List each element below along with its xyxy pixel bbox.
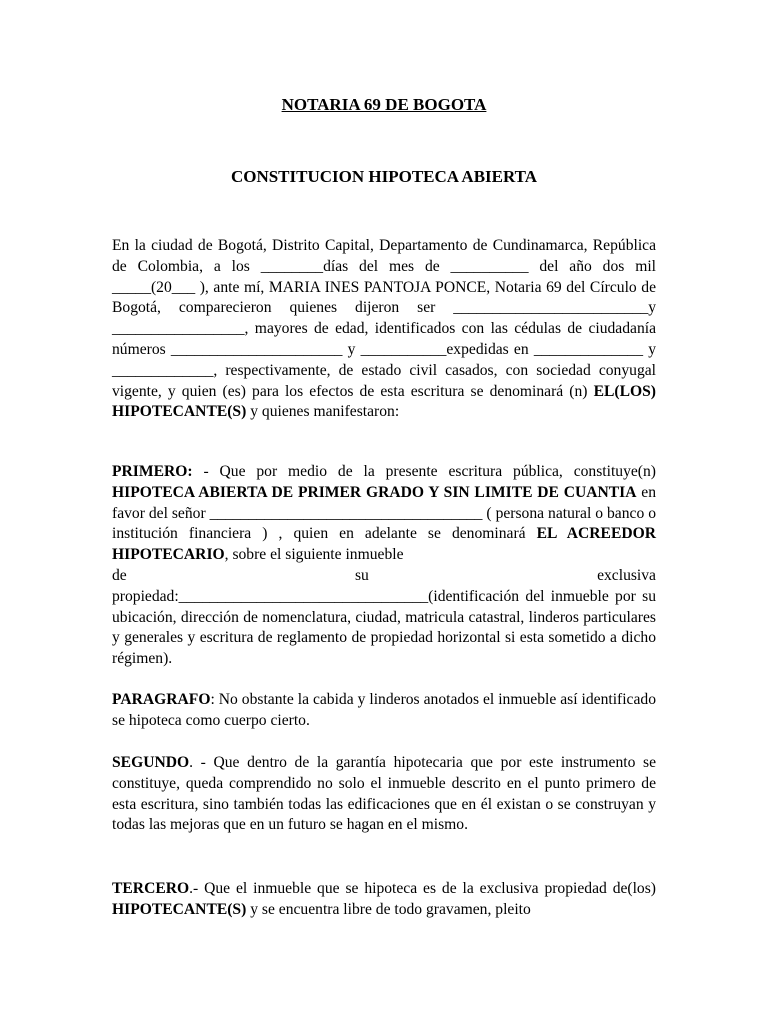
intro-bold-hipotecantes: EL(LOS) HIPOTECANTE(S) (112, 382, 656, 421)
paragrafo-text: : No obstante la cabida y linderos anotados el inmueble así identificado se hipoteca como cuerpo cierto. (112, 691, 656, 729)
intro-text-1: En la ciudad de Bogotá, Distrito Capital, Departamento de Cundinamarca, República de Colombia, a los ________días del mes de __________ del año dos mil _____(20___ ), ante mí, MARIA INES PANTOJA PONCE, Notaria 69 del Círculo de Bogotá, comparecieron quienes dijeron ser _________________________y _________________, mayores de edad, identificados con las cédulas de ciudadanía números ______________________ y ___________expedidas en ______________ y _____________, respectivamente, de estado civil casados, con sociedad conyugal vigente, y quien (es) para los efectos de esta escritura se denominará (n) (112, 237, 656, 400)
primero-bold-acreedor: EL ACREEDOR HIPOTECARIO (112, 525, 657, 564)
tercero-bold-hipotecantes: HIPOTECANTE(S) (112, 900, 247, 918)
primero-text-2: en favor del señor ___________________________________ ( persona natural o banco o institución financiera ) , quien en adelante se denominará (112, 483, 656, 543)
primero-word-exclusiva: exclusiva (597, 566, 656, 584)
document-subtitle: CONSTITUCION HIPOTECA ABIERTA (230, 167, 538, 186)
tercero-text-2: y se encuentra libre de todo gravamen, pleito (246, 900, 531, 918)
segundo-clause (112, 753, 656, 836)
primero-paragraph (112, 462, 656, 566)
intro-text-2: y quienes manifestaron: (246, 403, 400, 421)
primero-word-de: de (112, 566, 127, 584)
primero-bold-hipoteca: HIPOTECA ABIERTA DE PRIMER GRADO Y SIN LIMITE DE CUANTIA (112, 483, 637, 501)
primero-propiedad-paragraph: propiedad:________________________________(identificación del inmueble por su ubicación, dirección de nomenclatura, ciudad, matricula catastral, linderos particulares y generales y escritura de reglamento de propiedad horizontal si esta sometido a dicho régimen). (112, 587, 656, 668)
primero-word-su: su (354, 566, 369, 584)
primero-text-1: - Que por medio de la presente escritura pública, constituye(n) (192, 463, 656, 480)
tercero-label: TERCERO (112, 880, 190, 897)
intro-paragraph (112, 236, 656, 423)
tercero-text-1: .- Que el inmueble que se hipoteca es de la exclusiva propiedad de(los) (189, 880, 656, 897)
document-title: NOTARIA 69 DE BOGOTA (281, 95, 487, 114)
paragrafo-label: PARAGRAFO (112, 691, 211, 708)
primero-spread-line (112, 566, 656, 587)
segundo-label: SEGUNDO (112, 754, 190, 771)
paragrafo-clause (112, 690, 656, 732)
primero-label: PRIMERO: (112, 463, 193, 480)
tercero-clause (112, 879, 656, 921)
primero-text-3: , sobre el siguiente inmueble (224, 546, 404, 564)
segundo-text: . - Que dentro de la garantía hipotecaria que por este instrumento se constituye, queda comprendido no solo el inmueble descrito en el punto primero de esta escritura, sino también todas las edificaciones que en él existan o se construyan y todas las mejoras que en un futuro se hagan en el mismo. (112, 754, 656, 834)
primero-clause (112, 462, 656, 670)
